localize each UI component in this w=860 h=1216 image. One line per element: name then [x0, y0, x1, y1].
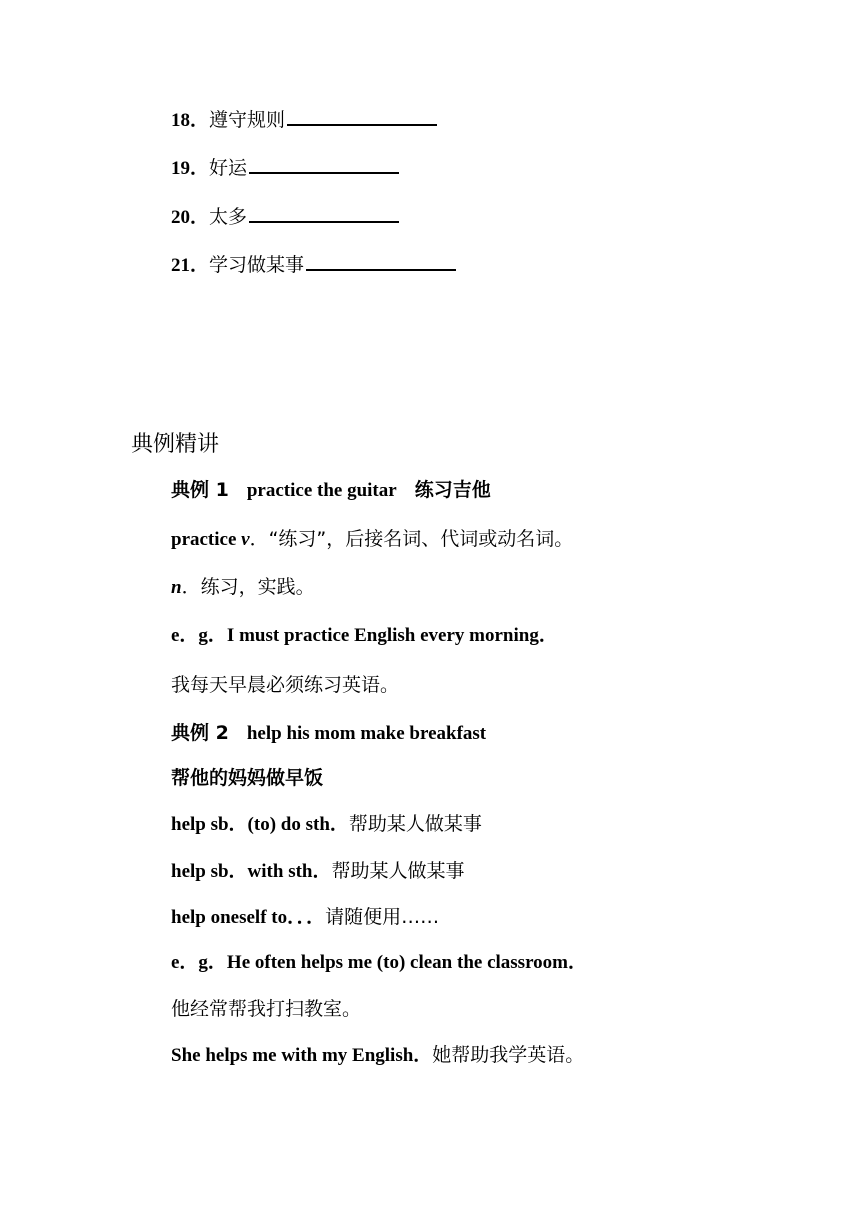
usage-meaning: 帮助某人做某事 [331, 860, 465, 882]
part-of-speech: v [241, 529, 250, 550]
example2-sentence-en: e．g．He often helps me (to) clean the classroom． [171, 952, 587, 973]
vocab-item-19 [171, 154, 399, 181]
item-text: 遵守规则 [209, 109, 286, 131]
usage-pattern: help sb．(to) do sth． [171, 814, 349, 835]
example2-sentence-cn: 他经常帮我打扫教室。 [171, 998, 362, 1020]
part-of-speech: n [171, 577, 182, 598]
usage-text: ．“练习”，后接名词、代词或动名词。 [249, 528, 574, 550]
example1-sentence-cn: 我每天早晨必须练习英语。 [171, 674, 400, 696]
item-number: 19． [171, 158, 210, 179]
usage-meaning: 请随便用…… [325, 906, 440, 928]
sentence-en: She helps me with my English． [171, 1045, 433, 1066]
sentence-cn: 她帮助我学英语。 [432, 1044, 585, 1066]
example2-usage-1 [171, 812, 482, 837]
vocab-item-21 [171, 251, 456, 278]
item-number: 21． [171, 255, 210, 276]
example2-heading [171, 721, 486, 746]
example1-verb-usage [171, 527, 573, 552]
answer-blank[interactable] [249, 203, 399, 223]
item-text: 学习做某事 [209, 254, 305, 276]
answer-blank[interactable] [287, 106, 437, 126]
example-label: 典例 1 [171, 479, 229, 501]
item-text: 好运 [209, 157, 248, 179]
usage-text: ．练习，实践。 [181, 576, 315, 598]
answer-blank[interactable] [306, 251, 456, 271]
example-label: 典例 2 [171, 722, 229, 744]
item-text: 太多 [209, 206, 248, 228]
vocab-item-18 [171, 106, 437, 133]
example2-phrase-cn: 帮他的妈妈做早饭 [171, 767, 324, 789]
usage-pattern: help oneself to．．． [171, 907, 326, 928]
vocab-item-20 [171, 203, 399, 230]
answer-blank[interactable] [249, 154, 399, 174]
usage-meaning: 帮助某人做某事 [348, 813, 482, 835]
example2-sentence-2 [171, 1043, 584, 1068]
example-phrase-cn: 练习吉他 [414, 479, 491, 501]
example1-noun-usage [171, 575, 315, 600]
example2-usage-2 [171, 859, 465, 884]
example-phrase-en: help his mom make breakfast [246, 723, 487, 744]
usage-pattern: help sb．with sth． [171, 861, 332, 882]
example2-usage-3 [171, 905, 439, 930]
example1-sentence-en: e．g．I must practice English every morning． [171, 625, 558, 646]
section-title: 典例精讲 [131, 432, 220, 457]
keyword: practice [171, 529, 242, 550]
example-phrase-en: practice the guitar [246, 480, 397, 501]
example1-heading [171, 478, 491, 503]
item-number: 20． [171, 207, 210, 228]
item-number: 18． [171, 110, 210, 131]
